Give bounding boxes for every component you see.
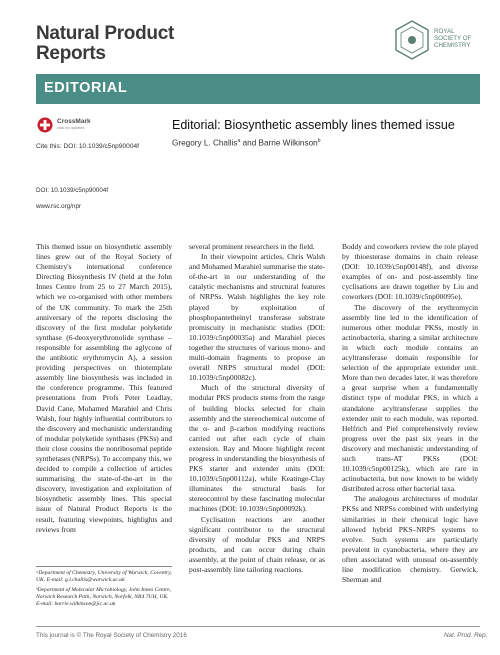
author-2[interactable]: Barrie Wilkinson [258, 138, 318, 148]
crossmark-label: CrossMark [57, 118, 91, 125]
journal-title-line2: Reports [36, 43, 106, 64]
author-1[interactable]: Gregory L. Challis [172, 138, 238, 148]
affiliation-a: ᵃDepartment of Chemistry, University of Warwick, Coventry, UK. E-mail: g.l.challis@warwick.ac.uk [36, 570, 172, 584]
rsc-emblem-icon [394, 20, 430, 60]
section-label: EDITORIAL [44, 80, 128, 96]
author-joiner: and [240, 138, 259, 148]
body-column-1 [36, 242, 172, 535]
footer-divider [36, 626, 480, 627]
body-column-3 [342, 242, 478, 585]
journal-title [36, 24, 256, 64]
section-banner [36, 74, 480, 104]
rsc-logo-text: ROYAL SOCIETY OF CHEMISTRY [434, 28, 472, 49]
journal-url[interactable]: www.rsc.org/npr [36, 203, 82, 210]
doi-line[interactable]: DOI: 10.1039/c5np90004f [36, 187, 109, 194]
crossmark-icon [37, 117, 53, 133]
journal-title-line1: Natural Product [36, 23, 175, 44]
footnotes [36, 570, 172, 610]
rsc-logo[interactable] [394, 20, 478, 64]
affiliation-b: ᵇDepartment of Molecular Microbiology, John Innes Centre, Norwich Research Park, Norwich, Norfolk, NR4 7UH, UK. E-mail: barrie.wilkinson@jic.ac.uk [36, 586, 172, 608]
author-1-affiliation-mark: a [237, 138, 241, 144]
crossmark-subtext: click for updates [57, 126, 85, 130]
paragraph: The discovery of the erythromycin assembly line led to the identification of numerous other modular PKSs, mostly in actinobacteria, sharing a similar architecture in which each module contains an acyltransferase domain responsible for selection of the appropriate extender unit. More than two decades later, it was therefore a great surprise when a fundamentally distinct type of modular PKS, in which a standalone acyltransferase supplies the extender unit to each module, was reported. Helfrich and Piel comprehensively review progress over the past six years in the discovery and mechanistic understanding of such trans-AT PKSs (DOI: 10.1039/c5np00125k), which are rare in actinobacteria, but now known to be widely distributed across other bacterial taxa. [342, 302, 478, 494]
paragraph: Cyclisation reactions are another significant contributor to the structural diversity of modular PKS and NRPS products, and can occur during chain assembly, at the point of chain release, or as post-assembly line tailoring reactions. [189, 514, 325, 574]
paragraph: Much of the structural diversity of modular PKS products stems from the range of building blocks selected for chain assembly and the stereochemical outcome of the α- and β-carbon modifying reactions carried out after each cycle of chain extension. Ray and Moore highlight recent progress in understanding the biosynthesis of PKS starter and extender units (DOI: 10.1039/c5np00112a), while Keatinge-Clay illuminates the structural basis for stereocontrol by these fascinating molecular machines (DOI: 10.1039/c5np00092k). [189, 383, 325, 514]
paragraph: several prominent researchers in the field. [189, 242, 315, 251]
article-title: Editorial: Biosynthetic assembly lines themed issue [172, 118, 455, 132]
paragraph: This themed issue on biosynthetic assembly lines grew out of the Royal Society of Chemistry's international conference Directing Biosynthesis IV (held at the John Innes Centre from 25 to 27 March 2015), which we co-organised with other members of the UK community. To mark the 25th anniversary of the reports disclosing the discovery of the first modular polyketide synthase (6-deoxyerythronolide synthase – responsible for assembling the aglycone of the antibiotic erythromycin A), a session providing perspectives on thiotemplate assembly line biosynthesis was included in the conference programme. This featured presentations from Profs Peter Leadlay, David Cane, Mohamed Marahiel and Chris Walsh, four highly influential contributors to the discovery and mechanistic understanding of modular polyketide synthases (PKSs) and their close cousins the nonribosomal peptide synthetases (NRPSs). To accompany this, we decided to compile a collection of articles summarising the state-of-the-art in the discovery, investigation and exploitation of biosynthetic assembly lines. This special issue of Natural Product Reports is the result, featuring viewpoints, highlights and reviews from [36, 242, 172, 534]
author-2-affiliation-mark: b [317, 138, 321, 144]
paragraph: Boddy and coworkers review the role played by thioesterase domains in chain release (DOI: 10.1039/c5np00148f), and diverse examples of on- and post-assembly line cyclisations are drawn together by Liu and coworkers (DOI: 10.1039/c5np00095e). [342, 242, 478, 302]
crossmark-badge[interactable] [37, 117, 103, 135]
body-column-2 [189, 242, 325, 575]
paragraph: In their viewpoint articles, Chris Walsh and Mohamed Marahiel summarise the state-of-the-art in our understanding of the catalytic mechanisms and structural features of NRPSs. Walsh highlights the key role played by exploitation of phosphopantetheinyl transferase substrate promiscuity in mechanistic studies (DOI: 10.1039/c5np00035a) and Marahiel pieces together the structures of various mono- and multi-domain fragments to propose an overall NRPS structural model (DOI: 10.1039/c5np00082c). [189, 252, 325, 383]
authors [172, 138, 320, 148]
paragraph: The analogous architectures of modular PKSs and NRPSs combined with underlying similarities in their chemical logic have allowed hybrid PKS–NRPS systems to evolve. Such systems are particularly prevalent in cyanobacteria, where they are often associated with unusual on-assembly line modification chemistry. Gerwick, Sherman and [342, 494, 478, 585]
journal-abbrev-footer: Nat. Prod. Rep. [444, 632, 488, 639]
cite-line: Cite this: DOI: 10.1039/c5np90004f [36, 143, 140, 150]
footnote-divider [36, 566, 172, 567]
copyright-footer: This journal is © The Royal Society of Chemistry 2016 [36, 632, 187, 639]
